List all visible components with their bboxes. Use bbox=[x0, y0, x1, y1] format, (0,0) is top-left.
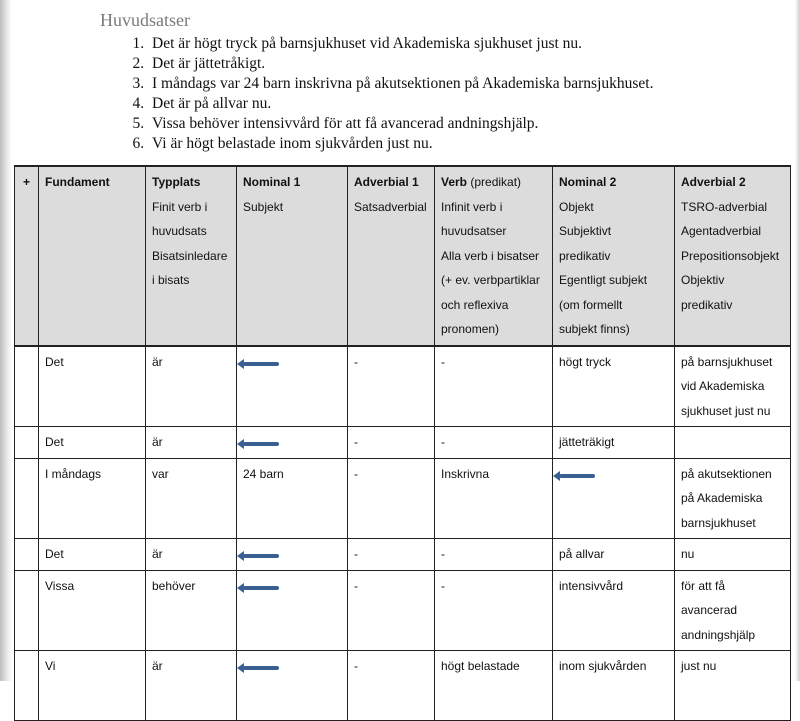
cell-adverbial-1: - bbox=[348, 346, 435, 427]
header-title: Nominal 2 bbox=[559, 175, 617, 189]
header-desc: Objektiv bbox=[681, 273, 725, 287]
cell-line: just nu bbox=[681, 659, 717, 673]
left-arrow-icon bbox=[243, 586, 279, 590]
header-desc: pronomen) bbox=[441, 322, 500, 336]
row-marker-cell bbox=[15, 651, 39, 721]
header-desc: TSRO-adverbial bbox=[681, 199, 768, 214]
cell-fundament: Det bbox=[39, 427, 146, 459]
header-desc: predikativ bbox=[559, 248, 611, 263]
cell-adverbial-2 bbox=[675, 570, 791, 651]
header-desc: i bisats bbox=[152, 273, 190, 287]
cell-fundament: Vissa bbox=[39, 570, 146, 651]
left-arrow-icon bbox=[243, 554, 279, 558]
cell-adverbial-1: - bbox=[348, 427, 435, 459]
header-title: Nominal 1 bbox=[243, 175, 301, 189]
header-desc: (+ ev. verbpartiklar bbox=[441, 273, 540, 287]
header-adverbial-2 bbox=[675, 166, 791, 346]
cell-line: sjukhuset just nu bbox=[681, 403, 771, 418]
header-desc: subjekt finns) bbox=[559, 322, 630, 336]
header-desc: Subjektivt bbox=[559, 224, 612, 238]
header-nominal-1 bbox=[237, 166, 348, 346]
header-desc: huvudsats bbox=[152, 224, 207, 238]
header-desc: Subjekt bbox=[243, 199, 284, 214]
sentence-item: 6. Vi är högt belastade inom sjukvården just nu. bbox=[148, 134, 653, 154]
row-marker-cell bbox=[15, 458, 39, 539]
cell-line: nu bbox=[681, 547, 695, 561]
header-title: Adverbial 2 bbox=[681, 175, 746, 189]
header-desc: Bisatsinledare bbox=[152, 248, 228, 263]
cell-nominal-2 bbox=[553, 458, 675, 539]
table-row bbox=[15, 539, 791, 571]
cell-verb: Inskrivna bbox=[435, 458, 553, 539]
cell-line: på Akademiska bbox=[681, 491, 763, 505]
table-row bbox=[15, 651, 791, 721]
cell-nominal-1: 24 barn bbox=[237, 458, 348, 539]
row-marker-cell bbox=[15, 570, 39, 651]
cell-adverbial-2 bbox=[675, 346, 791, 427]
table-row bbox=[15, 427, 791, 459]
cell-nominal-1 bbox=[237, 539, 348, 571]
cell-line: på akutsektionen bbox=[681, 466, 772, 481]
row-marker-cell bbox=[15, 539, 39, 571]
cell-nominal-2: på allvar bbox=[553, 539, 675, 571]
cell-typplats: är bbox=[146, 539, 237, 571]
table-body bbox=[15, 346, 791, 721]
sentence-item: 3. I måndags var 24 barn inskrivna på akutsektionen på Akademiska barnsjukhuset. bbox=[148, 74, 653, 94]
cell-fundament: I måndags bbox=[39, 458, 146, 539]
cell-adverbial-1: - bbox=[348, 539, 435, 571]
cell-line: andningshjälp bbox=[681, 627, 756, 642]
header-adverbial-1 bbox=[348, 166, 435, 346]
header-desc: och reflexiva bbox=[441, 297, 509, 312]
left-arrow-icon bbox=[243, 442, 279, 446]
table-row bbox=[15, 458, 791, 539]
cell-verb: - bbox=[435, 427, 553, 459]
header-desc: Prepositionsobjekt bbox=[681, 248, 780, 263]
cell-nominal-2: jätteträkigt bbox=[553, 427, 675, 459]
cell-verb: - bbox=[435, 539, 553, 571]
sentence-item: 5. Vissa behöver intensivvård för att få avancerad andningshjälp. bbox=[148, 114, 653, 134]
cell-line: vid Akademiska bbox=[681, 379, 765, 393]
header-desc: huvudsatser bbox=[441, 224, 507, 238]
cell-adverbial-2 bbox=[675, 458, 791, 539]
table-header-row bbox=[15, 166, 791, 346]
cell-verb: - bbox=[435, 346, 553, 427]
cell-nominal-2: högt tryck bbox=[553, 346, 675, 427]
header-title: Fundament bbox=[45, 175, 110, 189]
cell-typplats: är bbox=[146, 427, 237, 459]
cell-adverbial-1: - bbox=[348, 570, 435, 651]
cell-typplats: behöver bbox=[146, 570, 237, 651]
cell-line: på barnsjukhuset bbox=[681, 354, 773, 369]
header-title: Adverbial 1 bbox=[354, 175, 419, 189]
cell-line: barnsjukhuset bbox=[681, 515, 756, 530]
table-row bbox=[15, 570, 791, 651]
cell-adverbial-1: - bbox=[348, 458, 435, 539]
header-title-extra: (predikat) bbox=[467, 175, 522, 189]
cell-fundament: Det bbox=[39, 346, 146, 427]
header-desc: (om formellt bbox=[559, 297, 623, 312]
header-title: Verb bbox=[441, 175, 468, 189]
cell-fundament: Det bbox=[39, 539, 146, 571]
table-row bbox=[15, 346, 791, 427]
header-desc: Objekt bbox=[559, 199, 594, 214]
cell-nominal-2: intensivvård bbox=[553, 570, 675, 651]
header-fundament bbox=[39, 166, 146, 346]
header-title: Typplats bbox=[152, 175, 201, 189]
sentence-item: 4. Det är på allvar nu. bbox=[148, 94, 653, 114]
cell-adverbial-2 bbox=[675, 539, 791, 571]
cell-adverbial-1: - bbox=[348, 651, 435, 721]
header-verb bbox=[435, 166, 553, 346]
cell-fundament: Vi bbox=[39, 651, 146, 721]
header-title-line bbox=[441, 170, 546, 195]
cell-nominal-1 bbox=[237, 570, 348, 651]
sentence-item: 2. Det är jättetråkigt. bbox=[148, 54, 653, 74]
row-marker-cell bbox=[15, 427, 39, 459]
cell-adverbial-2 bbox=[675, 651, 791, 721]
cell-typplats: var bbox=[146, 458, 237, 539]
header-desc: Alla verb i bisatser bbox=[441, 248, 540, 263]
cell-typplats: är bbox=[146, 346, 237, 427]
cell-line: för att få bbox=[681, 578, 726, 593]
header-typplats bbox=[146, 166, 237, 346]
cell-typplats: är bbox=[146, 651, 237, 721]
header-desc: Agentadverbial bbox=[681, 224, 762, 238]
cell-nominal-1 bbox=[237, 346, 348, 427]
header-desc: Satsadverbial bbox=[354, 199, 427, 214]
left-arrow-icon bbox=[243, 362, 279, 366]
left-arrow-icon bbox=[243, 666, 279, 670]
cell-nominal-1 bbox=[237, 427, 348, 459]
cell-verb: högt belastade bbox=[435, 651, 553, 721]
sentence-list bbox=[106, 34, 653, 154]
left-arrow-icon bbox=[559, 474, 595, 478]
page-right-shadow bbox=[795, 0, 800, 681]
header-desc: Egentligt subjekt bbox=[559, 273, 648, 287]
sentence-item: 1. Det är högt tryck på barnsjukhuset vid Akademiska sjukhuset just nu. bbox=[148, 34, 653, 54]
header-nominal-2 bbox=[553, 166, 675, 346]
cell-line: avancerad bbox=[681, 603, 738, 617]
add-row-icon[interactable]: + bbox=[15, 166, 39, 346]
row-marker-cell bbox=[15, 346, 39, 427]
header-desc: Finit verb i bbox=[152, 199, 208, 214]
header-desc: Infinit verb i bbox=[441, 199, 503, 214]
cell-nominal-1 bbox=[237, 651, 348, 721]
section-heading: Huvudsatser bbox=[100, 10, 190, 30]
cell-nominal-2: inom sjukvården bbox=[553, 651, 675, 721]
header-desc: predikativ bbox=[681, 297, 733, 312]
page-left-shadow bbox=[0, 0, 11, 681]
cell-adverbial-2 bbox=[675, 427, 791, 459]
sentence-analysis-table bbox=[14, 165, 791, 721]
cell-verb: - bbox=[435, 570, 553, 651]
